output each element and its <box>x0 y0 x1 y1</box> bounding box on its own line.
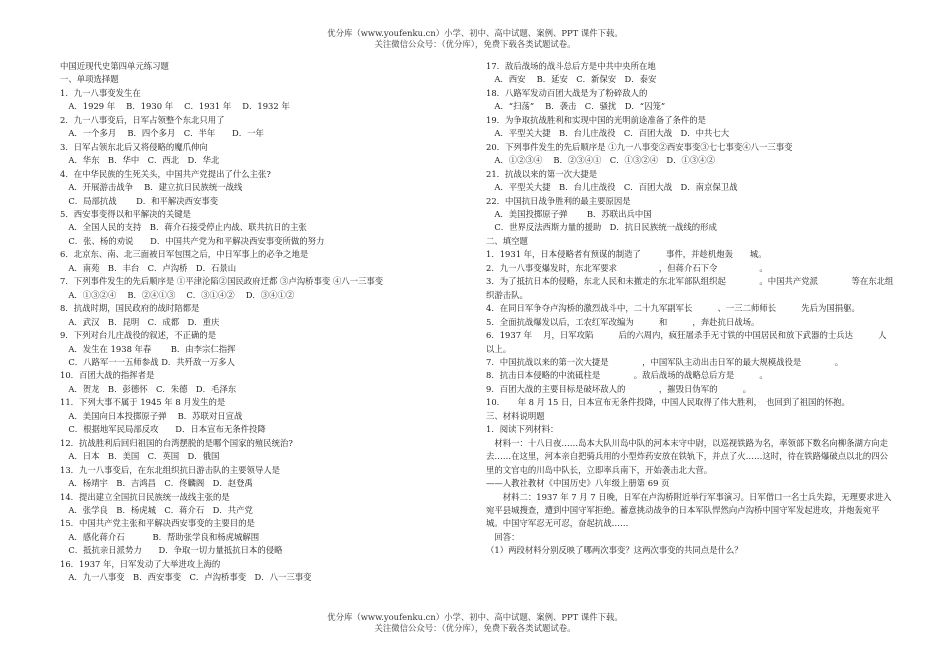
text-line: A．感化蒋介石 B．帮助张学良和杨虎城解围 <box>60 531 260 542</box>
text-line: 10． 年 8 月 15 日，日本宣布无条件投降，中国人民取得了伟大胜利， 也回到了祖国的怀抱。 <box>486 397 850 408</box>
text-line: 5．西安事变得以和平解决的关键是 <box>60 208 191 219</box>
text-line: 21．抗战以来的第一次大捷是 <box>486 168 598 179</box>
text-line: 19．为争取抗战胜利和实现中国的光明前途准备了条件的是 <box>486 114 707 125</box>
text-line: C．八路军一一五师参战 D．共歼敌一万多人 <box>60 356 235 367</box>
left-column <box>60 60 460 585</box>
text-line: 18．八路军发动百团大战是为了粉碎敌人的 <box>486 87 648 98</box>
text-line: A．美国投掷原子弹 B．苏联出兵中国 <box>486 208 652 219</box>
text-line: 7．下列事件发生的先后顺序是 ①平津沦陷②国民政府迁都 ③卢沟桥事变 ④八一三事变 <box>60 276 384 287</box>
text-line: A．①②③④ B．②③④① C．①③②④ D．①③④② <box>486 155 715 166</box>
text-line: 中国近现代史第四单元练习题 <box>60 61 169 71</box>
text-line: 12．抗战胜利后回归祖国的台湾摆脱的是哪个国家的殖民统治? <box>60 437 293 448</box>
text-line: A．武汉 B．昆明 C．成都 D．重庆 <box>60 316 220 327</box>
text-line: 10．百团大战的指挥者是 <box>60 370 155 381</box>
right-column <box>486 60 894 558</box>
text-line: A．一个多月 B．四个多月 C．半年 D．一年 <box>60 128 264 139</box>
text-line: 材料一：十八日夜……岛本大队川岛中队的河本末守中尉，以巡视铁路为名，率领部下数名向柳条湖方向走去……在这里，河本亲自把骑兵用的小型炸药安放在铁轨下，并点了火……这时，待在铁路爆破点以北的四公里的文官屯的川岛中队长，立即率兵南下，开始袭击北大营。 <box>486 437 888 475</box>
text-line: 15．中国共产党主张和平解决西安事变的主要目的是 <box>60 518 255 529</box>
text-line: C．抵抗亲日派势力 D．争取一切力量抵抗日本的侵略 <box>60 545 283 556</box>
text-line: A．发生在 1938 年春 B．由李宗仁指挥 <box>60 343 236 354</box>
text-line: 材料二：1937 年 7 月 7 日晚，日军在卢沟桥附近举行军事演习。日军借口一名士兵失踪，无理要求进入宛平县城搜查，遭到中国守军拒绝。蓄意挑动战争的日本军队悍然向卢沟桥中国守军发起进攻，并炮轰宛平城。中国守军忍无可忍，奋起抗战…… <box>486 491 892 529</box>
text-line: 1．1931 年，日本侵略者有预谋的制造了 事件，并趁机炮轰 城。 <box>486 249 767 260</box>
text-line: A．平型关大捷 B．台儿庄战役 C．百团大战 D．南京保卫战 <box>486 182 738 193</box>
text-line: 13．九一八事变后，在东北组织抗日游击队的主要领导人是 <box>60 464 281 475</box>
text-line: 9．下列对台儿庄战役的叙述，不正确的是 <box>60 330 217 341</box>
text-line: 5．全面抗战爆发以后，工农红军改编为 和 ，奔赴抗日战场。 <box>486 316 760 327</box>
text-line: A．华东 B．华中 C．西北 D．华北 <box>60 155 220 166</box>
text-line: A．“扫荡” B．袭击 C．骚扰 D．“囚笼” <box>486 101 666 112</box>
page-footer <box>0 612 950 634</box>
text-line: A．平型关大捷 B．台儿庄战役 C．百团大战 D．中共七大 <box>486 128 730 139</box>
text-line: 3．为了抵抗日本的侵略，东北人民和未撤走的东北军部队组织起 。中国共产党派 等在东北组织游击队。 <box>486 276 894 300</box>
text-line: 1．九一八事变发生在 <box>60 87 141 98</box>
text-line: 8．抗战时期，国民政府的战时陪都是 <box>60 303 200 314</box>
text-line: A．西安 B．延安 C．新保安 D．泰安 <box>486 74 657 85</box>
text-line: 6．1937 年 月，日军攻陷 后的六周内，疯狂屠杀手无寸铁的中国居民和放下武器的士兵达 人以上。 <box>486 330 887 354</box>
text-line: 2．九一八事变后，日军占领整个东北只用了 <box>60 114 225 125</box>
text-line: A．张学良 B．杨虎城 C．蒋介石 D．共产党 <box>60 504 253 515</box>
text-line: 1．阅读下列材料： <box>486 424 559 435</box>
text-line: 4．在同日军争夺卢沟桥的激烈战斗中，二十九军副军长 、一三二师师长 先后为国捐躯。 <box>486 303 860 314</box>
text-line: C．世界反法西斯力量的援助 D．抗日民族统一战线的形成 <box>486 222 717 233</box>
text-line: 2．九一八事变爆发时，东北军要求 ，但蒋介石下令 。 <box>486 262 768 273</box>
text-line: 8．抗击日本侵略的中流砥柱是 。敌后战场的战略总后方是 。 <box>486 370 768 381</box>
text-line: C．张、杨的劝说 D．中国共产党为和平解决西安事变所做的努力 <box>60 235 325 246</box>
text-line: 11．下列大事不属于 1945 年 8 月发生的是 <box>60 397 226 408</box>
page-header <box>0 28 950 50</box>
footer-line-2: 关注微信公众号：（优分库），免费下载各类试题试卷。 <box>374 623 576 633</box>
text-line: A．全国人民的支持 B．蒋介石接受停止内战、联共抗日的主张 <box>60 222 307 233</box>
text-line: （1）两段材料分别反映了哪两次事变？这两次事变的共同点是什么？ <box>486 545 743 556</box>
text-line: 16．1937 年，日军发动了大举进攻上海的 <box>60 558 221 569</box>
text-line: 三、材料说明题 <box>486 410 545 421</box>
text-line: A．杨靖宇 B．吉鸿昌 C．佟麟阁 D．赵登禹 <box>60 478 253 489</box>
text-line: 22．中国抗日战争胜利的最主要原因是 <box>486 195 631 206</box>
text-line: 回答： <box>486 531 520 542</box>
text-line: 二、填空题 <box>486 235 528 246</box>
header-line-1: 优分库（www.youfenku.cn）小学、初中、高中试题、案例、PPT 课件下载。 <box>327 28 623 38</box>
text-line: 一、单项选择题 <box>60 74 119 85</box>
text-line: 7．中国抗战以来的第一次大捷是 ，中国军队主动出击日军的最大规模战役是 。 <box>486 356 844 367</box>
footer-line-1: 优分库（www.youfenku.cn）小学、初中、高中试题、案例、PPT 课件下载。 <box>327 612 623 622</box>
text-line: A．九一八事变 B．西安事变 C．卢沟桥事变 D．八一三事变 <box>60 572 312 583</box>
text-line: 17．敌后战场的战斗总后方是中共中央所在地 <box>486 61 656 71</box>
text-line: 9．百团大战的主要目标是破坏敌人的 ，摧毁日伪军的 。 <box>486 383 751 394</box>
text-line: 3．日军占领东北后又将侵略的魔爪伸向 <box>60 141 208 152</box>
header-line-2: 关注微信公众号：（优分库），免费下载各类试题试卷。 <box>374 39 576 49</box>
text-line: C．根据地军民局部反攻 D．日本宣布无条件投降 <box>60 424 266 435</box>
text-line: 6．北京东、南、北三面被日军包围之后，中日军事上的必争之地是 <box>60 249 309 260</box>
text-line: 4．在中华民族的生死关头，中国共产党提出了什么主张? <box>60 168 271 179</box>
text-line: 14．提出建立全国抗日民族统一战线主张的是 <box>60 491 230 502</box>
text-line: ——人教社教材《中国历史》八年级上册第 69 页 <box>486 478 670 489</box>
text-line: 20．下列事件发生的先后顺序是 ①九一八事变②西安事变③七七事变④八一三事变 <box>486 141 793 152</box>
text-line: A．开展游击战争 B．建立抗日民族统一战线 <box>60 182 243 193</box>
text-line: A．南苑 B．丰台 C．卢沟桥 D．石景山 <box>60 262 237 273</box>
text-line: A．①③②④ B．②④①③ C．③①④② D．③④①② <box>60 289 295 300</box>
text-line: A．美国向日本投掷原子弹 B．苏联对日宣战 <box>60 410 243 421</box>
text-line: A．贺龙 B．彭德怀 C．朱德 D．毛泽东 <box>60 383 237 394</box>
text-line: A．日本 B．美国 C．英国 D．俄国 <box>60 451 220 462</box>
text-line: A．1929 年 B．1930 年 C．1931 年 D．1932 年 <box>60 101 290 112</box>
text-line: C．局部抗战 D．和平解决西安事变 <box>60 195 219 206</box>
